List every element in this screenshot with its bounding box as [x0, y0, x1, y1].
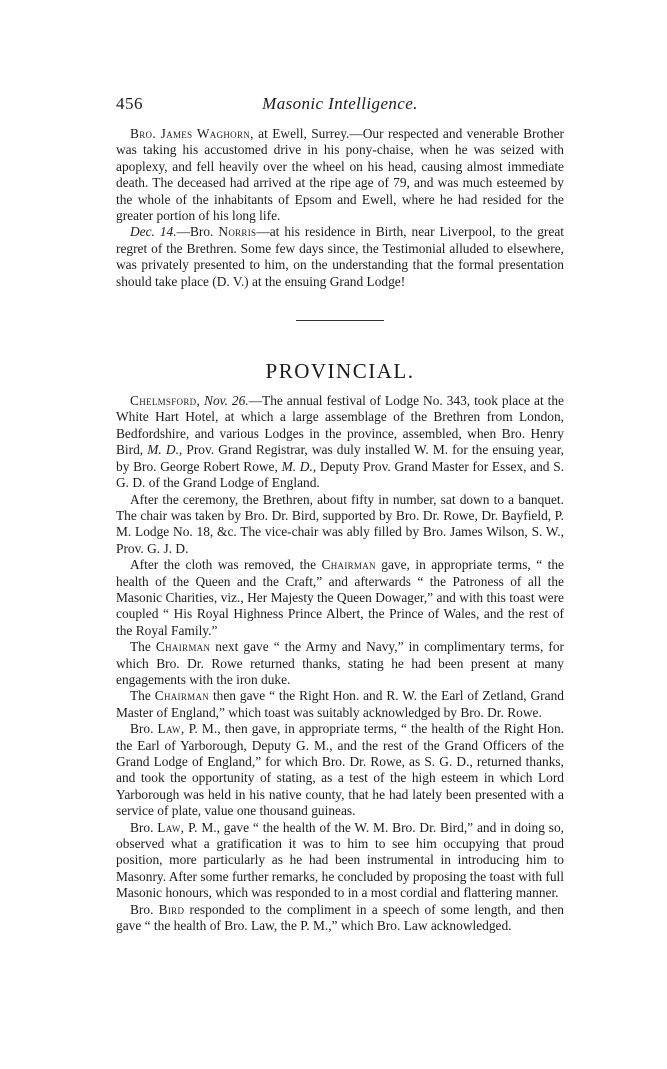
- obituary-waghorn: [116, 126, 564, 224]
- degree-abbrev: M. D.,: [281, 458, 317, 474]
- report-date: Nov. 26.: [204, 393, 249, 409]
- text-run: —The annual festival of Lodge No. 343, took place at the White Hart Hotel, at which a large assemblage of the Brethren from London, Bedfordshire, and various Lodges in the province, assembled, when Bro. Henry Bird,: [116, 393, 564, 458]
- obituary-name: Bro. James Waghorn,: [130, 126, 254, 141]
- obituary-norris: [116, 224, 564, 290]
- speaker-name: Law,: [157, 721, 185, 737]
- text-run: P. M., then gave, in appropriate terms, “ the health of the Right Hon. the Earl of Yarborough, Deputy G. M., and the rest of the Grand Officers of the Grand Lodge of England,” for which Bro. Dr. Rowe, as S. G. D., returned thanks, and took the opportunity of stating, as a test of the high esteem in which Lord Yarborough was held in his native county, that he had lately been presented with a service of plate, value one thousand guineas.: [116, 721, 564, 819]
- page-header: [116, 96, 564, 118]
- section-divider: [296, 320, 384, 321]
- obituary-lead: —Bro.: [176, 224, 214, 240]
- degree-abbrev: M. D.,: [147, 442, 183, 458]
- paragraph-toast-bird: [116, 820, 564, 902]
- text-run: The: [130, 639, 151, 655]
- text-run: then gave “ the Right Hon. and R. W. the Earl of Zetland, Grand Master of England,” which toast was suitably acknowledged by Bro. Dr. Rowe.: [116, 688, 564, 720]
- paragraph-response: [116, 902, 564, 935]
- book-page: [116, 96, 564, 934]
- place-name: Chelmsford,: [130, 393, 201, 409]
- speaker-name: Law,: [157, 819, 185, 835]
- page-number: 456: [116, 94, 143, 113]
- text-run: gave, in appropriate terms, “ the health of the Queen and the Craft,” and afterwards “ the Patroness of all the Masonic Charities, viz., Her Majesty the Queen Dowager,” and with this toast were coupled “ His Royal Highness Prince Albert, the Prince of Wales, and the rest of the Royal Family.”: [116, 557, 564, 638]
- text-run: responded to the compliment in a speech of some length, and then gave “ the health of Bro. Law, the P. M.,” which Bro. Law acknowledged.: [116, 901, 564, 934]
- text-run: Prov. Grand Registrar, was duly installed W. M. for the ensuing year, by Bro. George Robert Rowe,: [116, 442, 564, 474]
- paragraph-toast-yarborough: [116, 721, 564, 819]
- speaker-name: Chairman: [321, 557, 376, 573]
- text-run: The: [130, 688, 151, 704]
- text-run: Deputy Prov. Grand Master for Essex, and S. G. D. of the Grand Lodge of England.: [116, 458, 564, 491]
- speaker-name: Chairman: [155, 639, 211, 655]
- text-run: Bro.: [130, 819, 154, 835]
- speaker-name: Chairman: [154, 688, 210, 704]
- paragraph-banquet: After the ceremony, the Brethren, about fifty in number, sat down to a banquet. The chair was taken by Bro. Dr. Bird, supported by Bro. Dr. Rowe, Dr. Bayfield, P. M. Lodge No. 18, &c. The vice-chair was ably filled by Bro. James Wilson, S. W., Prov. G. J. D.: [116, 491, 564, 556]
- text-run: Bro.: [130, 901, 154, 917]
- running-title: Masonic Intelligence.: [262, 94, 418, 113]
- obituary-date: Dec. 14.: [130, 224, 177, 240]
- paragraph-toast-army: [116, 639, 564, 688]
- speaker-name: Bird: [158, 901, 185, 917]
- text-run: P. M., gave “ the health of the W. M. Bro. Dr. Bird,” and in doing so, observed what a gratification it was to him to see him occupying that proud position, more particularly as he had been instrumental in introducing him to Masonry. After some further remarks, he concluded by proposing the toast with full Masonic honours, which was responded to in a most cordial and flattering manner.: [116, 819, 564, 901]
- section-heading: PROVINCIAL.: [265, 359, 415, 384]
- paragraph-toast-zetland: [116, 688, 564, 721]
- obituary-name: Norris: [218, 224, 257, 240]
- paragraph-festival: [116, 393, 564, 491]
- text-run: After the cloth was removed, the: [130, 557, 317, 573]
- paragraph-toast-queen: [116, 557, 564, 639]
- text-run: next gave “ the Army and Navy,” in complimentary terms, for which Bro. Dr. Rowe returned thanks, stating he had been present at many engagements with the iron duke.: [116, 639, 564, 687]
- obituary-text: at Ewell, Surrey.—Our respected and venerable Brother was taking his accustomed drive in his pony-chaise, when he was seized with apoplexy, and fell heavily over the wheel on his head, causing almost immediate death. The deceased had arrived at the ripe age of 79, and was much esteemed by the whole of the inhabitants of Epsom and Ewell, where he had resided for the greater portion of his long life.: [116, 126, 565, 224]
- obituary-text: —at his residence in Birth, near Liverpool, to the great regret of the Brethren. Some few days since, the Testimonial alluded to elsewhere, was privately presented to him, on the understanding that the formal presentation should take place (D. V.) at the ensuing Grand Lodge!: [116, 224, 564, 289]
- text-run: Bro.: [130, 721, 154, 737]
